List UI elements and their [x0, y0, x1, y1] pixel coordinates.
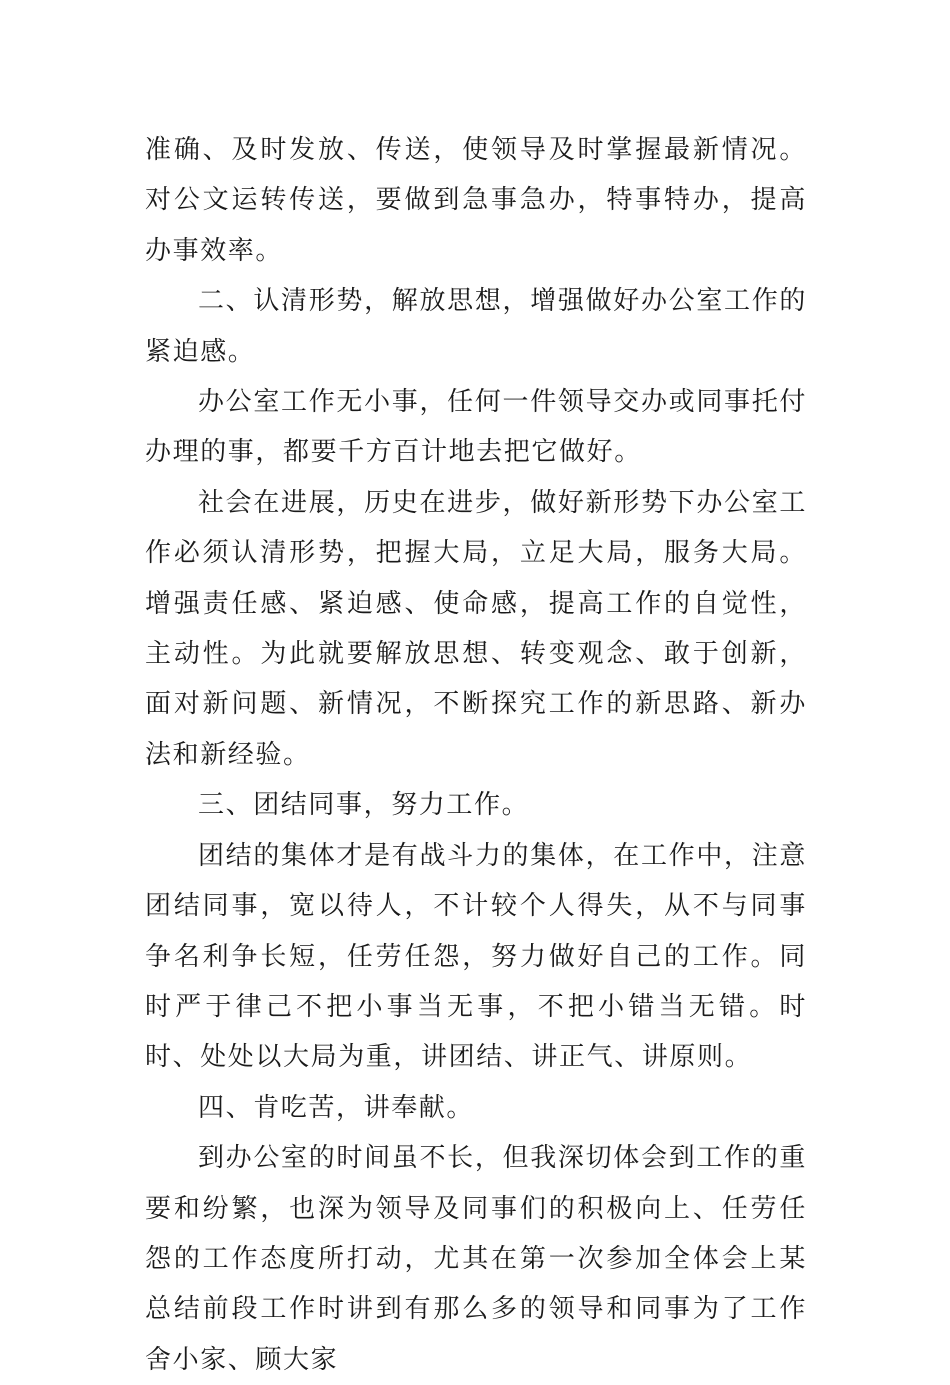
section-heading-3: 三、团结同事，努力工作。	[198, 790, 530, 821]
paragraph-office-no-small-matters: 办公室工作无小事，任何一件领导交办或同事托付办理的事，都要千方百计地去把它做好。	[145, 387, 807, 468]
section-heading-2: 二、认清形势，解放思想，增强做好办公室工作的紧迫感。	[145, 286, 807, 367]
paragraph-society-progress: 社会在进展，历史在进步，做好新形势下办公室工作必须认清形势，把握大局，立足大局，服务大局。增强责任感、紧迫感、使命感，提高工作的自觉性，主动性。为此就要解放思想、转变观念、敢于创新，面对新问题、新情况，不断探究工作的新思路、新办法和新经验。	[145, 487, 807, 770]
paragraph-unity: 团结的集体才是有战斗力的集体，在工作中，注意团结同事，宽以待人，不计较个人得失，从不与同事争名利争长短，任劳任怨，努力做好自己的工作。同时严于律己不把小事当无事，不把小错当无错。时时、处处以大局为重，讲团结、讲正气、讲原则。	[145, 840, 807, 1073]
paragraph-hardwork: 到办公室的时间虽不长，但我深切体会到工作的重要和纷繁，也深为领导及同事们的积极向上、任劳任怨的工作态度所打动，尤其在第一次参加全体会上某总结前段工作时讲到有那么多的领导和同事为了工作舍小家、顾大家	[145, 1143, 807, 1375]
paragraph-continued: 准确、及时发放、传送，使领导及时掌握最新情况。对公文运转传送，要做到急事急办，特事特办，提高办事效率。	[145, 135, 807, 266]
section-heading-4: 四、肯吃苦，讲奉献。	[198, 1092, 475, 1123]
document-body	[145, 125, 807, 1385]
